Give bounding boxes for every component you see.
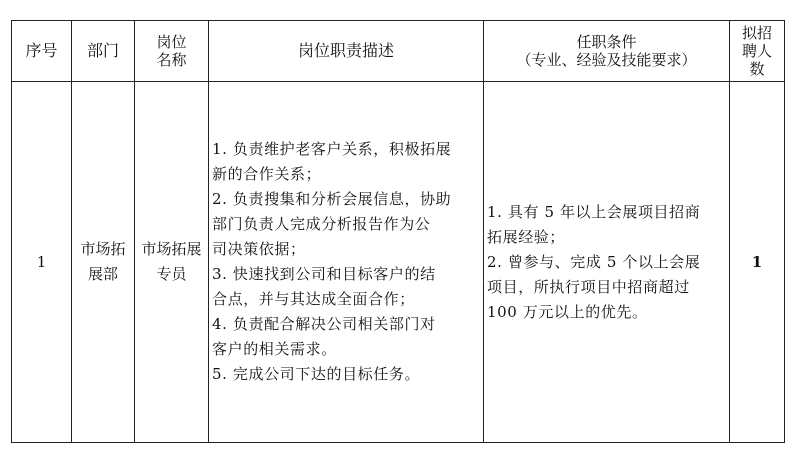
- duty-line: 司决策依据；: [212, 240, 306, 258]
- duty-line: 5. 完成公司下达的目标任务。: [212, 365, 421, 383]
- post-line: 专员: [156, 265, 187, 283]
- duty-line: 4. 负责配合解决公司相关部门对: [212, 315, 436, 333]
- duty-line: 1. 负责维护老客户关系，积极拓展: [212, 140, 452, 158]
- duty-line: 客户的相关需求。: [212, 340, 337, 358]
- header-hire-line3: 数: [749, 60, 765, 78]
- post-line: 市场拓展: [141, 240, 202, 258]
- req-line: 项目，所执行项目中招商超过: [487, 277, 690, 296]
- cell-duties: [209, 82, 484, 443]
- header-hire-line2: 聘人: [741, 42, 772, 60]
- cell-post: [135, 82, 209, 443]
- duty-line: 2. 负责搜集和分析会展信息，协助: [212, 190, 452, 208]
- header-post-name: [135, 21, 209, 82]
- header-row: [12, 21, 785, 82]
- cell-requirements: [484, 82, 730, 443]
- header-hire-count: [730, 21, 785, 82]
- header-seq: 序号: [12, 21, 72, 82]
- req-line: 2. 曾参与、完成 5 个以上会展: [487, 252, 701, 271]
- table-row: [12, 82, 785, 443]
- duty-line: 新的合作关系；: [212, 165, 322, 183]
- duty-line: 3. 快速找到公司和目标客户的结: [212, 265, 436, 283]
- req-line: 100 万元以上的优先。: [487, 302, 648, 321]
- header-post-name-line1: 岗位: [156, 33, 187, 51]
- header-req-line2: （专业、经验及技能要求）: [516, 51, 697, 69]
- req-line: 1. 具有 5 年以上会展项目招商: [487, 202, 701, 221]
- header-dept: 部门: [72, 21, 135, 82]
- cell-seq: 1: [12, 82, 72, 443]
- cell-hire-count: 1: [730, 82, 785, 443]
- cell-dept: [72, 82, 135, 443]
- header-requirements: [484, 21, 730, 82]
- header-hire-line1: 拟招: [741, 24, 772, 42]
- req-line: 拓展经验；: [487, 227, 566, 246]
- header-post-name-line2: 名称: [156, 51, 187, 69]
- header-duties: 岗位职责描述: [209, 21, 484, 82]
- dept-line: 展部: [87, 265, 118, 283]
- job-table: [11, 20, 785, 443]
- duty-line: 部门负责人完成分析报告作为公: [212, 215, 431, 233]
- header-req-line1: 任职条件: [576, 33, 637, 51]
- dept-line: 市场拓: [80, 240, 126, 258]
- duty-line: 合点，并与其达成全面合作；: [212, 290, 415, 308]
